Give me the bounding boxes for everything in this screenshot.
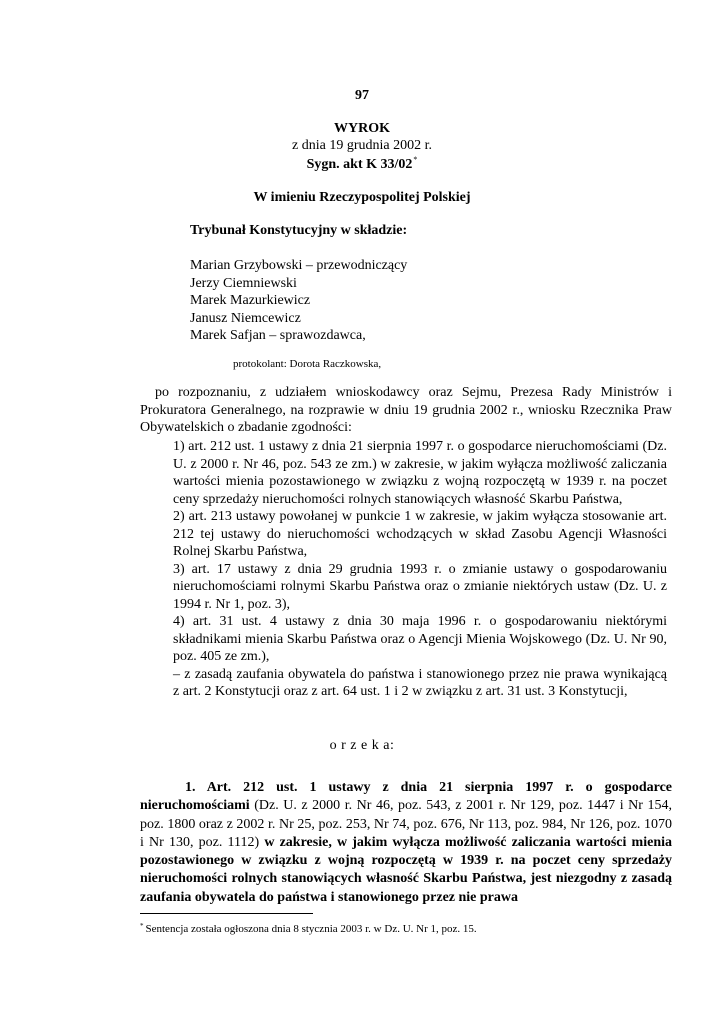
footnote-divider xyxy=(140,913,313,914)
provision-item: 2) art. 213 ustawy powołanej w punkcie 1 w zakresie, w jakim wyłącza stosowanie art. 212 tej ustawy do nieruchomości wchodzących w skład Zasobu Agencji Własności Rolnej Skarbu Państwa, xyxy=(173,509,667,559)
page-number: 97 xyxy=(355,88,369,103)
provision-item: 4) art. 31 ust. 4 ustawy z dnia 30 maja 1996 r. o gospodarowaniu niektórymi składnikami mienia Skarbu Państwa oraz o Agencji Mienia Wojskowego (Dz. U. Nr 90, poz. 405 ze zm.), xyxy=(173,614,667,664)
intro-paragraph xyxy=(140,384,672,437)
provision-item: – z zasadą zaufania obywatela do państwa i stanowionego przez nie prawa wynikającą z art. 2 Konstytucji oraz z art. 64 ust. 1 i 2 w związku z art. 31 ust. 3 Konstytucji, xyxy=(173,666,667,699)
provision-item: 3) art. 17 ustawy z dnia 29 grudnia 1993 r. o zmianie ustawy o gospodarowaniu nieruchomościami rolnymi Skarbu Państwa oraz o zmianie niektórych ustaw (Dz. U. z 1994 r. Nr 1, poz. 3), xyxy=(173,561,667,612)
member-item: Janusz Niemcewicz xyxy=(190,310,301,326)
provision-item: 1) art. 212 ust. 1 ustawy z dnia 21 sierpnia 1997 r. o gospodarce nieruchomościami (Dz. U. z 2000 r. Nr 46, poz. 543 ze zm.) w zakresie, w jakim wyłącza możliwość zaliczania wartości mienia pozostawionego w związku z wojną rozpoczętą w 1939 r. na poczet ceny sprzedaży nieruchomości rolnych stanowiących własność Skarbu Państwa, xyxy=(173,439,667,507)
footnote xyxy=(140,922,477,935)
case-signature-text: Sygn. akt K 33/02 xyxy=(306,157,413,172)
invocation: W imieniu Rzeczypospolitej Polskiej xyxy=(253,190,471,205)
document-title: WYROK xyxy=(334,121,390,136)
footnote-text: Sentencja została ogłoszona dnia 8 stycznia 2003 r. w Dz. U. Nr 1, poz. 15. xyxy=(145,923,477,935)
intro-text: po rozpoznaniu, z udziałem wnioskodawcy oraz Sejmu, Prezesa Rady Ministrów i Prokuratora Generalnego, na rozprawie w dniu 19 grudnia 2002 r., wniosku Rzecznika Praw Obywatelskich o zbadanie zgodności: xyxy=(140,385,672,435)
member-item: Jerzy Ciemniewski xyxy=(190,275,297,291)
ruling-part-citation: (Dz. U. z 2000 r. Nr 46, poz. 543, z 2001 r. Nr 129, poz. 1447 i Nr 154, poz. 1800 oraz z 2002 r. Nr 25, poz. 253, Nr 74, poz. 676, Nr 113, poz. 984, Nr 126, poz. 1070 i Nr 130, poz. 1112) xyxy=(140,798,672,850)
footnote-mark: * xyxy=(140,922,144,930)
tribunal-members xyxy=(190,257,407,345)
examined-provisions-list xyxy=(173,438,667,701)
member-item: Marek Mazurkiewicz xyxy=(190,293,311,308)
protocol-clerk: protokolant: Dorota Raczkowska, xyxy=(233,358,382,370)
ruling-part-bold-2: w zakresie, w jakim wyłącza możliwość zaliczania wartości mienia pozostawionego w związku z wojną rozpoczętą w 1939 r. na poczet ceny sprzedaży nieruchomości rolnych stanowiących własność Skarbu Państwa, jest niezgodny z zasadą zaufania obywatela do państwa i stanowionego przez nie prawa xyxy=(140,834,672,905)
ruling-paragraph xyxy=(140,779,672,907)
judgment-date: z dnia 19 grudnia 2002 r. xyxy=(292,138,432,153)
footnote-reference: * xyxy=(413,155,418,164)
member-item: Marek Safjan – sprawozdawca, xyxy=(190,328,366,343)
member-item: Marian Grzybowski – przewodniczący xyxy=(190,258,408,273)
ruling-part-bold: 1. Art. 212 ust. 1 ustawy z dnia 21 sierpnia 1997 r. o gospodarce nieruchomościami xyxy=(140,780,672,814)
case-signature xyxy=(0,155,724,173)
ruling-heading: o r z e k a: xyxy=(329,738,395,753)
composition-heading: Trybunał Konstytucyjny w składzie: xyxy=(190,223,408,238)
